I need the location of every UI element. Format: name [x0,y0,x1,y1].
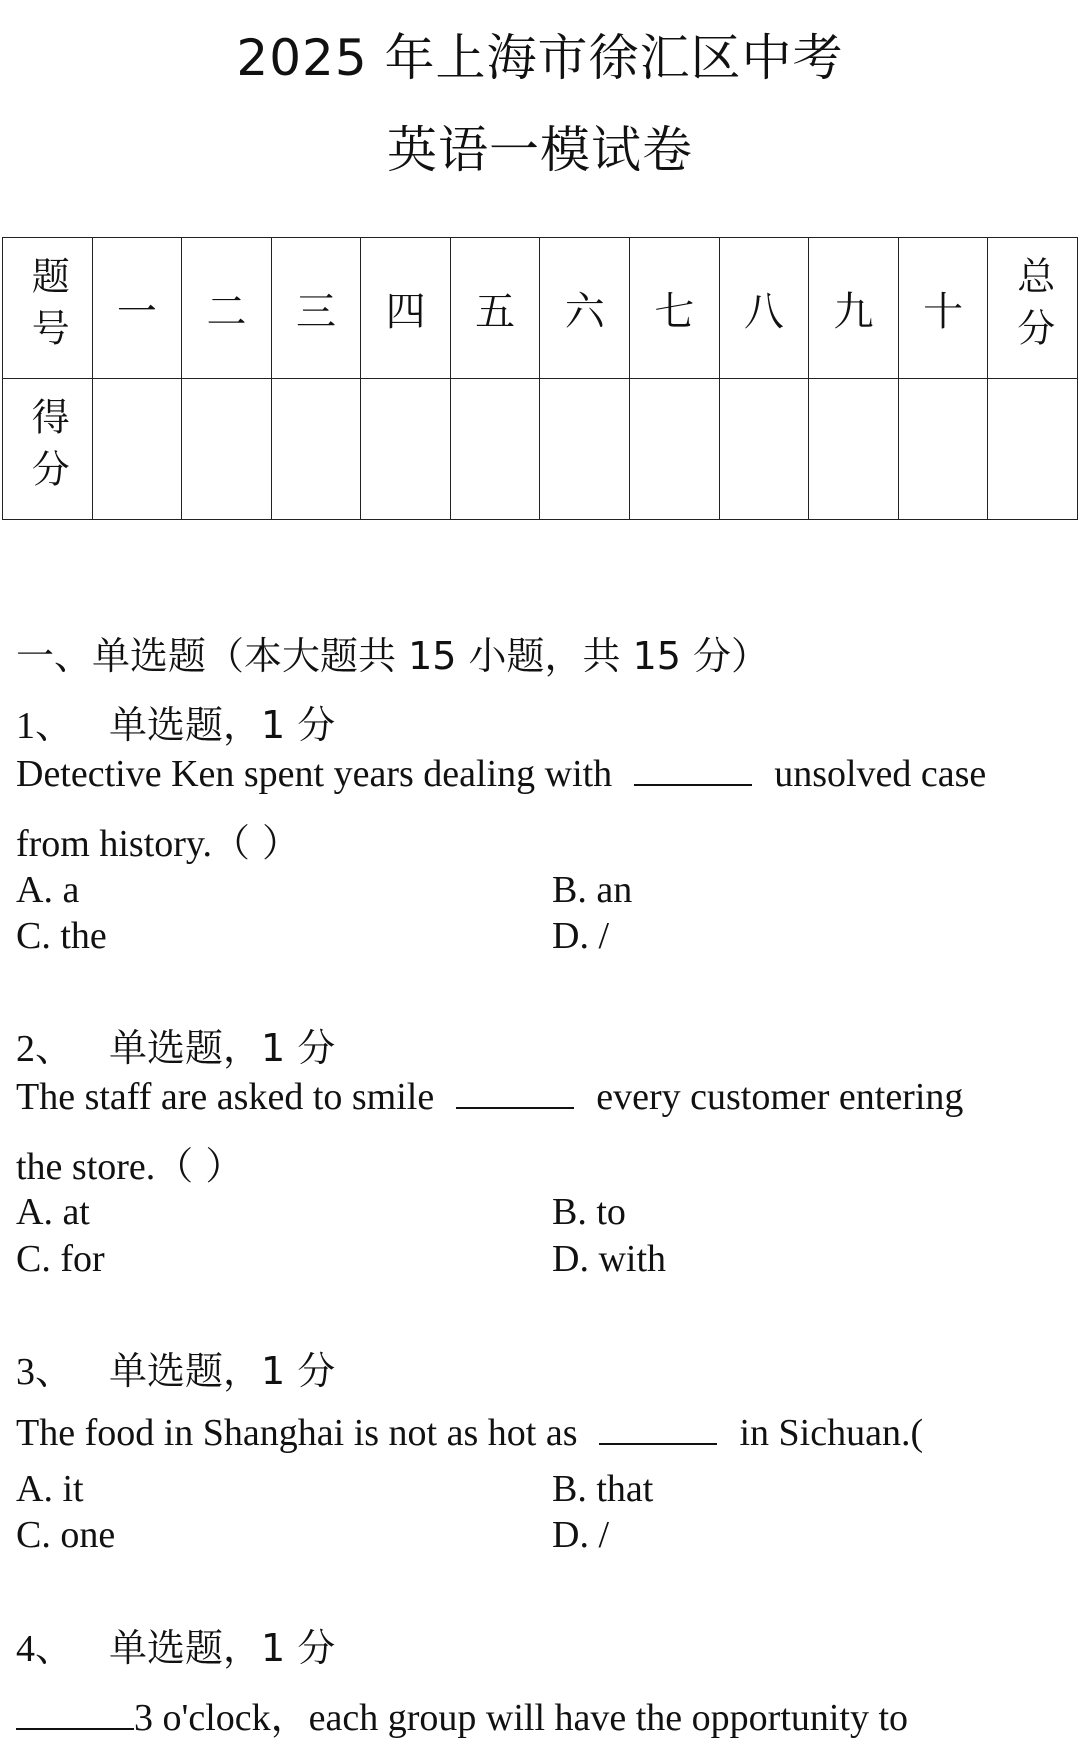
option-d: D. with [552,1238,666,1280]
question-type: 单选题，1 分 [109,1026,336,1070]
section-heading: 一、单选题（本大题共 15 小题，共 15 分） [16,634,770,678]
option-b: B. that [552,1468,654,1510]
option-c: C. for [16,1238,105,1280]
stem-text: the store. [16,1146,156,1188]
column-header-7: 七 [630,238,720,379]
score-table-header-row [3,238,1078,379]
option-b: B. an [552,869,633,911]
score-table [2,237,1078,520]
question-number: 2、 [16,1028,74,1070]
question-type: 单选题，1 分 [109,703,336,747]
row-label-score: 得分 [3,379,93,520]
score-cell-10[interactable] [898,379,988,520]
score-cell-5[interactable] [450,379,540,520]
stem-text: Detective Ken spent years dealing with [16,753,613,795]
question-3-stem [16,1411,923,1455]
column-header-3: 三 [271,238,361,379]
option-b: B. to [552,1191,626,1233]
option-c: C. one [16,1514,116,1556]
question-2-stem [16,1075,963,1119]
option-d: D. / [552,1514,609,1556]
stem-text: 3 o'clock，each group will have the opportunity to [134,1697,909,1739]
score-cell-total[interactable] [988,379,1078,520]
question-1-stem [16,752,986,796]
answer-paren: （ ） [155,1144,244,1188]
column-header-6: 六 [540,238,630,379]
question-number: 3、 [16,1351,74,1393]
question-1-header [16,694,335,749]
score-cell-7[interactable] [630,379,720,520]
stem-text: in Sichuan.( [739,1412,924,1454]
question-1-stem-line2 [16,812,300,867]
column-header-4: 四 [361,238,451,379]
question-2-stem-line2 [16,1135,243,1190]
stem-text: every customer entering [596,1076,964,1118]
answer-blank [456,1077,574,1109]
question-4-stem [16,1686,908,1741]
option-a: A. a [16,869,80,911]
option-c: C. the [16,915,107,957]
question-number: 4、 [16,1628,74,1670]
score-cell-8[interactable] [719,379,809,520]
row-label-question-number: 题号 [3,238,93,379]
score-cell-6[interactable] [540,379,630,520]
stem-text: The food in Shanghai is not as hot as [16,1412,578,1454]
stem-text: The staff are asked to smile [16,1076,435,1118]
column-header-5: 五 [450,238,540,379]
score-cell-4[interactable] [361,379,451,520]
column-header-9: 九 [809,238,899,379]
score-table-score-row [3,379,1078,520]
question-type: 单选题，1 分 [109,1626,336,1670]
score-cell-9[interactable] [809,379,899,520]
question-2-header [16,1017,335,1072]
question-4-header [16,1617,335,1672]
stem-text: from history. [16,823,212,865]
score-cell-1[interactable] [92,379,182,520]
column-header-2: 二 [182,238,272,379]
question-3-header [16,1340,335,1395]
exam-title-line1: 2025 年上海市徐汇区中考 [236,29,844,87]
column-header-total: 总分 [988,238,1078,379]
column-header-1: 一 [92,238,182,379]
question-type: 单选题，1 分 [109,1349,336,1393]
exam-title-line2: 英语一模试卷 [387,121,693,179]
stem-text: unsolved case [774,753,987,795]
option-d: D. / [552,915,609,957]
score-cell-2[interactable] [182,379,272,520]
column-header-8: 八 [719,238,809,379]
column-header-10: 十 [898,238,988,379]
answer-blank [16,1698,134,1730]
option-a: A. at [16,1191,90,1233]
option-a: A. it [16,1468,84,1510]
answer-blank [599,1413,717,1445]
answer-blank [634,754,752,786]
answer-paren: （ ） [211,821,301,865]
score-cell-3[interactable] [271,379,361,520]
question-number: 1、 [16,705,74,747]
